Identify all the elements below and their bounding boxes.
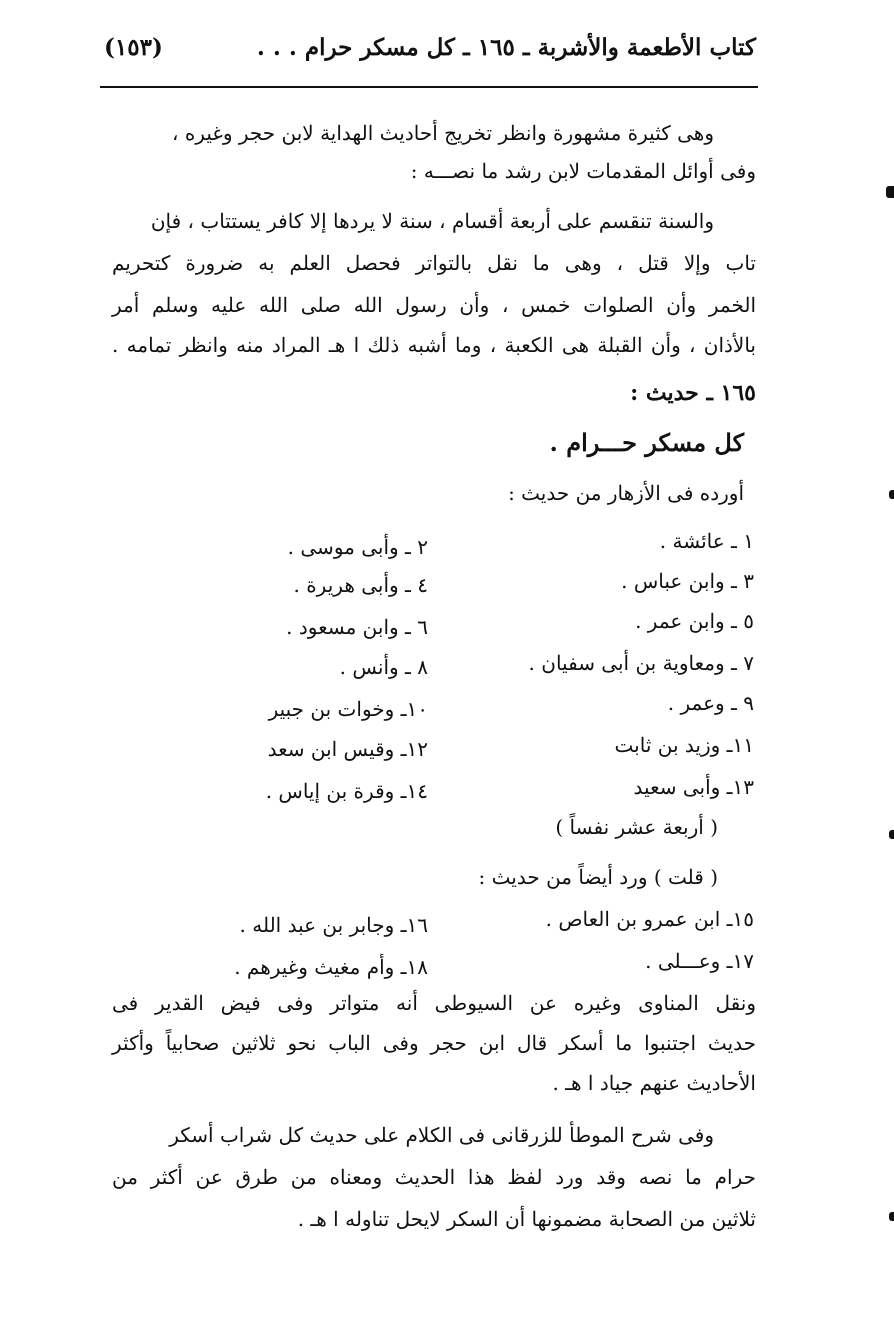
- munawi-line-2: حديث اجتنبوا ما أسكر قال ابن حجر وفى الباب نحو ثلاثين صحابياً وأكثر: [112, 1031, 756, 1055]
- zurqani-line-3: ثلاثين من الصحابة مضمونها أن السكر لايحل تناوله ا هـ .: [297, 1207, 756, 1231]
- narrators-count-note: ( أربعة عشر نفساً ): [555, 815, 718, 839]
- munawi-line-1: ونقل المناوى وغيره عن السيوطى أنه متواتر وفى فيض القدير فى: [112, 991, 756, 1015]
- narrator-12: ١٢ـ وقيس ابن سعد: [267, 737, 428, 761]
- sunnah-line-4: بالأذان ، وأن القبلة هى الكعبة ، وما أشبه ذلك ا هـ المراد منه وانظر تمامه .: [112, 333, 756, 357]
- hadith-text: كل مسكر حـــرام .: [549, 428, 744, 457]
- hadith-number: ١٦٥ ـ حديث :: [630, 380, 756, 406]
- qult-line: ( قلت ) ورد أيضاً من حديث :: [478, 865, 718, 889]
- munawi-line-3: الأحاديث عنهم جياد ا هـ .: [552, 1071, 756, 1095]
- narrator-10: ١٠ـ وخوات بن جبير: [268, 697, 428, 721]
- intro-line-2: وفى أوائل المقدمات لابن رشد ما نصـــه :: [410, 159, 756, 183]
- narrator-17: ١٧ـ وعـــلى .: [645, 949, 754, 973]
- narrator-5: ٥ ـ وابن عمر .: [635, 609, 754, 633]
- narrator-9: ٩ ـ وعمر .: [667, 691, 754, 715]
- narrator-6: ٦ ـ وابن مسعود .: [286, 615, 428, 639]
- margin-mark: [889, 830, 894, 839]
- narrator-4: ٤ ـ وأبى هريرة .: [293, 573, 428, 597]
- margin-mark: [889, 1212, 894, 1221]
- header-rule: [100, 86, 758, 88]
- narrator-7: ٧ ـ ومعاوية بن أبى سفيان .: [528, 651, 754, 675]
- zurqani-line-1: وفى شرح الموطأ للزرقانى فى الكلام على حديث كل شراب أسكر: [169, 1123, 714, 1147]
- narrator-3: ٣ ـ وابن عباس .: [621, 569, 754, 593]
- running-header: [104, 30, 756, 70]
- zurqani-line-2: حرام ما نصه وقد ورد لفظ هذا الحديث ومعناه من طرق عن أكثر من: [112, 1165, 756, 1189]
- narrator-16: ١٦ـ وجابر بن عبد الله .: [239, 913, 428, 937]
- narrator-14: ١٤ـ وقرة بن إياس .: [265, 779, 428, 803]
- narrator-15: ١٥ـ ابن عمرو بن العاص .: [545, 907, 754, 931]
- margin-mark: [889, 490, 894, 499]
- margin-mark: [886, 186, 894, 198]
- sunnah-line-3: الخمر وأن الصلوات خمس ، وأن رسول الله صلى الله عليه وسلم أمر: [112, 293, 756, 317]
- narrator-18: ١٨ـ وأم مغيث وغيرهم .: [234, 955, 428, 979]
- narrator-2: ٢ ـ وأبى موسى .: [287, 535, 428, 559]
- hadith-source-line: أورده فى الأزهار من حديث :: [508, 481, 744, 505]
- narrator-8: ٨ ـ وأنس .: [339, 655, 428, 679]
- sunnah-line-2: تاب وإلا قتل ، وهى ما نقل بالتواتر فحصل العلم به ضرورة كتحريم: [112, 251, 756, 275]
- narrator-11: ١١ـ وزيد بن ثابت: [614, 733, 754, 757]
- running-header-title: كتاب الأطعمة والأشربة ـ ١٦٥ ـ كل مسكر حرام . . .: [256, 34, 756, 61]
- page-number: (١٥٣): [104, 34, 163, 61]
- narrator-1: ١ ـ عائشة .: [659, 529, 754, 553]
- intro-line-1: وهى كثيرة مشهورة وانظر تخريج أحاديث الهداية لابن حجر وغيره ،: [172, 121, 714, 145]
- narrator-13: ١٣ـ وأبى سعيد: [633, 775, 754, 799]
- sunnah-line-1: والسنة تنقسم على أربعة أقسام ، سنة لا يردها إلا كافر يستتاب ، فإن: [150, 209, 714, 233]
